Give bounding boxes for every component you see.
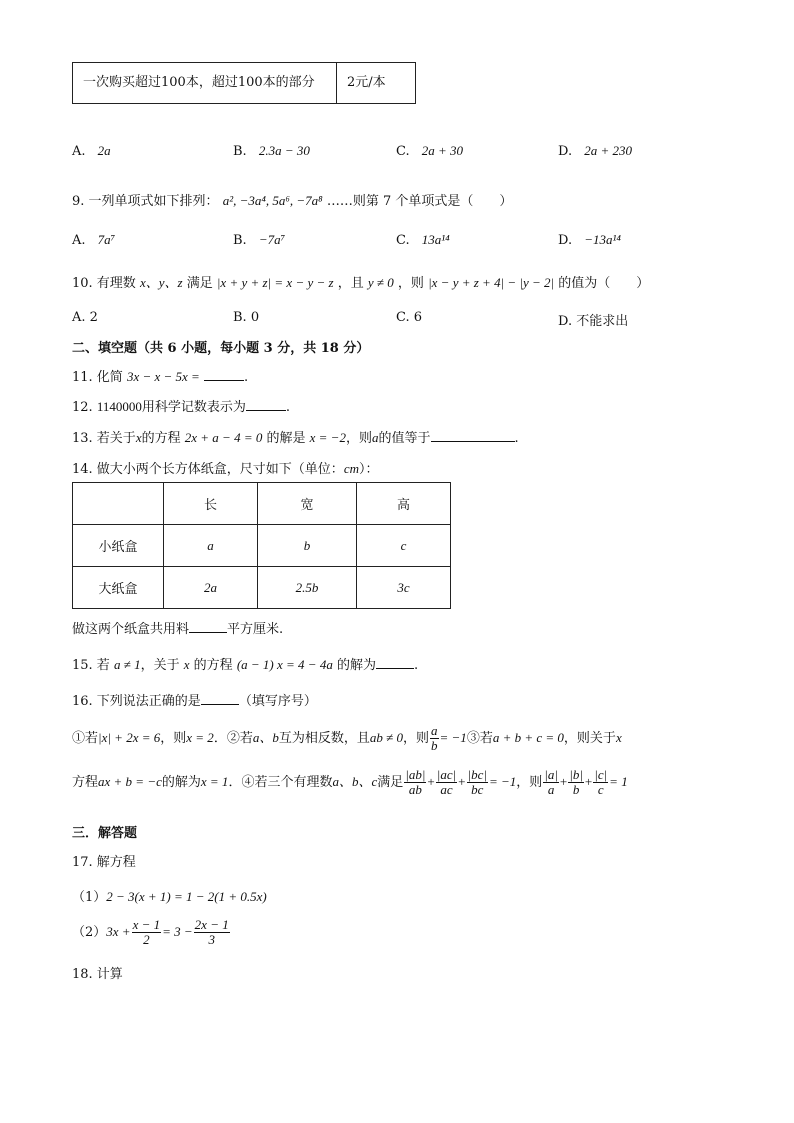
q9-prefix: 9. 一列单项式如下排列：	[72, 194, 219, 209]
q10-vars: x、y、z	[139, 275, 183, 290]
answer-blank[interactable]	[189, 620, 227, 633]
q16-text: 满足	[377, 775, 404, 790]
q16-text: ．④若三个有理数	[228, 775, 333, 790]
q12-number: 1140000	[96, 399, 142, 414]
fraction-denominator: c	[597, 782, 604, 797]
plus-sign: +	[458, 774, 466, 789]
option-label: C.	[396, 144, 410, 159]
q16-text: ③若	[466, 731, 493, 746]
q13-var: a	[371, 430, 379, 445]
q14-unit: cm	[343, 461, 359, 476]
table-header-cell: 长	[164, 483, 258, 525]
q14-after-text: 做这两个纸盒共用料	[72, 622, 190, 637]
q13-text: ，则	[345, 431, 372, 446]
q9-option-a	[72, 232, 115, 248]
table-header-cell: 宽	[258, 483, 357, 525]
q16-text: 互为相反数，且	[278, 731, 370, 746]
q14-intro-text: 14. 做大小两个长方体纸盒，尺寸如下（单位：	[72, 462, 344, 477]
q11-expression: 3x − x − 5x =	[126, 369, 200, 384]
q13-text: 的值等于	[378, 431, 431, 446]
q15-equation: (a − 1) x = 4 − 4a	[236, 657, 333, 672]
q16-var: x	[615, 730, 622, 745]
box-size-table	[72, 482, 451, 609]
q10-prefix: 10. 有理数	[72, 276, 136, 291]
option-value: 2a + 230	[584, 143, 633, 158]
option-label: A.	[72, 144, 86, 159]
q15-condition: a ≠ 1	[113, 657, 141, 672]
fraction-denominator: a	[547, 782, 555, 797]
option-value: −13a¹⁴	[584, 232, 621, 247]
table-cell: 大纸盒	[73, 567, 164, 609]
q15-var: x	[183, 657, 190, 672]
q16-text: ．②若	[213, 731, 253, 746]
q15	[72, 654, 418, 673]
fraction-denominator: b	[431, 738, 438, 753]
plus-sign: +	[559, 774, 568, 789]
q16-expression: a + b + c = 0	[492, 730, 564, 745]
price-table-condition: 一次购买超过100本，超过100本的部分	[73, 63, 337, 103]
fraction-numerator: |bc|	[467, 767, 487, 782]
q12	[72, 396, 290, 415]
q13-prefix: 13. 若关于	[72, 431, 136, 446]
q10-option-c: C. 6	[396, 310, 423, 325]
q14-intro-end: ）：	[358, 462, 379, 477]
table-cell: 3c	[357, 567, 451, 609]
q10-text: 满足	[186, 276, 213, 291]
q12-suffix: .	[285, 400, 291, 415]
q11-prefix: 11. 化简	[72, 370, 123, 385]
part-label: （1）	[72, 890, 107, 905]
q10-stem	[72, 272, 649, 291]
q16-text: ，则	[403, 731, 430, 746]
table-cell: 2a	[164, 567, 258, 609]
q17-equation1: 2 − 3(x + 1) = 1 − 2(1 + 0.5x)	[106, 889, 267, 904]
fraction-numerator: |ac|	[436, 767, 457, 782]
q12-prefix: 12.	[72, 400, 93, 415]
option-value: 2.3a − 30	[258, 143, 310, 158]
q16-expression: x = 1	[200, 774, 229, 789]
fraction-denominator: b	[572, 782, 580, 797]
answer-blank[interactable]	[431, 429, 515, 442]
section-heading-fill-in: 二、填空题（共 6 小题，每小题 3 分，共 18 分）	[72, 341, 370, 356]
q18-title: 18. 计算	[72, 967, 123, 982]
q16-expression: |x| + 2x = 6	[98, 730, 161, 745]
plus-sign: +	[427, 774, 435, 789]
q11	[72, 366, 248, 385]
q14-intro	[72, 458, 379, 477]
q15-prefix: 15. 若	[72, 658, 110, 673]
fraction-denominator: ab	[408, 782, 422, 797]
q10-text: ，则	[397, 276, 424, 291]
q9-option-c	[396, 232, 450, 248]
price-table	[72, 62, 416, 104]
answer-blank[interactable]	[201, 692, 239, 705]
option-label: D.	[558, 233, 573, 248]
option-value: 7a⁷	[97, 232, 116, 247]
fraction-denominator: bc	[471, 782, 484, 797]
q15-text: 的解为	[336, 658, 376, 673]
q16-expression: x = 2	[186, 730, 214, 745]
q16-statements-line1	[72, 724, 622, 753]
table-row	[73, 525, 451, 567]
q16-text: 的解为	[161, 775, 201, 790]
q12-text: 用科学记数表示为	[141, 400, 246, 415]
option-label: B.	[233, 144, 247, 159]
answer-blank[interactable]	[204, 368, 244, 381]
q16-text: 方程	[72, 775, 99, 790]
fraction-x-minus-1-over-2	[132, 918, 162, 947]
fraction-numerator: |a|	[544, 767, 558, 782]
q8-option-b	[233, 143, 310, 159]
answer-blank[interactable]	[246, 398, 286, 411]
q9-suffix: ……则第 7 个单项式是（ ）	[326, 194, 513, 209]
option-value: 2a + 30	[421, 143, 464, 158]
q17-part2	[72, 918, 231, 947]
q10-condition: |x + y + z| = x − y − z	[216, 275, 334, 290]
table-cell: a	[164, 525, 258, 567]
table-row	[73, 567, 451, 609]
table-header-row	[73, 483, 451, 525]
fraction-numerator: |b|	[569, 767, 583, 782]
q16-expression: = −1	[488, 774, 517, 789]
q8-option-c	[396, 143, 463, 159]
q15-text: 的方程	[193, 658, 233, 673]
q9-stem	[72, 190, 512, 209]
table-header-cell	[73, 483, 164, 525]
q10-option-d: D. 不能求出	[558, 314, 629, 329]
q11-suffix: .	[243, 370, 249, 385]
fraction-abs-b-over-b	[568, 768, 584, 797]
q13	[72, 427, 519, 446]
fraction-2x-minus-1-over-3	[194, 918, 230, 947]
q9-option-b	[233, 232, 285, 248]
q16-text: ①若	[72, 731, 99, 746]
q8-option-a	[72, 143, 111, 159]
fraction-abs-c-over-c	[593, 768, 608, 797]
fraction-a-over-b	[430, 724, 439, 753]
q10-option-a: A. 2	[72, 310, 98, 325]
fraction-numerator: |c|	[594, 767, 608, 782]
table-header-cell: 高	[357, 483, 451, 525]
fraction-numerator: 2x − 1	[194, 917, 229, 932]
q16-vars: a、b	[252, 730, 279, 745]
q10-suffix: 的值为（ ）	[558, 276, 650, 291]
q16-text: ，则	[516, 775, 543, 790]
option-label: B.	[233, 233, 247, 248]
q16-stem	[72, 690, 317, 709]
fraction-denominator: 3	[208, 932, 215, 947]
option-value: 2a	[97, 143, 111, 158]
q17-equation2-part: = 3 −	[162, 924, 193, 939]
q10-text: ，且	[337, 276, 364, 291]
q9-option-d	[558, 232, 621, 248]
fraction-abs-a-over-a	[543, 768, 559, 797]
option-label: A.	[72, 233, 86, 248]
section-heading-solve: 三．解答题	[72, 826, 138, 841]
q14-after	[72, 618, 283, 637]
plus-sign: +	[584, 774, 593, 789]
q16-expression: ab ≠ 0	[369, 730, 403, 745]
answer-blank[interactable]	[376, 656, 414, 669]
q17-part1	[72, 886, 267, 905]
fraction-abs-ab-over-ab	[404, 768, 426, 797]
q16-text: ，则关于	[563, 731, 616, 746]
table-cell: c	[357, 525, 451, 567]
q13-suffix: .	[514, 431, 519, 446]
q16-text: （填写序号）	[238, 694, 317, 709]
q9-terms: a², −3a⁴, 5a⁶, −7a⁸	[222, 193, 323, 208]
q16-text: ，则	[160, 731, 187, 746]
part-label: （2）	[72, 925, 107, 940]
q10-condition2: y ≠ 0	[367, 275, 394, 290]
fraction-abs-ac-over-ac	[436, 768, 457, 797]
q16-text: 16. 下列说法正确的是	[72, 694, 201, 709]
option-value: 13a¹⁴	[421, 232, 450, 247]
q15-suffix: .	[413, 658, 419, 673]
price-table-price: 2元/本	[347, 75, 386, 90]
q17-title: 17. 解方程	[72, 855, 136, 870]
q10-option-b: B. 0	[233, 310, 260, 325]
table-cell: 小纸盒	[73, 525, 164, 567]
q16-expression: = 1	[609, 774, 628, 789]
q15-text: ，关于	[140, 658, 180, 673]
fraction-numerator: x − 1	[132, 917, 161, 932]
q10-expression: |x − y + z + 4| − |y − 2|	[428, 275, 555, 290]
q14-after-text: 平方厘米.	[227, 622, 284, 637]
option-label: C.	[396, 233, 410, 248]
q13-var: x	[135, 430, 142, 445]
option-value: −7a⁷	[258, 232, 286, 247]
fraction-denominator: 2	[143, 932, 150, 947]
q13-solution: x = −2	[309, 430, 346, 445]
q13-text: 的方程	[141, 431, 181, 446]
q17-equation2-part: 3x +	[106, 924, 131, 939]
q8-option-d	[558, 143, 632, 159]
fraction-numerator: |ab|	[405, 767, 426, 782]
q16-expression: ax + b = −c	[98, 774, 162, 789]
q16-expression: = −1	[439, 730, 467, 745]
table-cell: 2.5b	[258, 567, 357, 609]
table-cell: b	[258, 525, 357, 567]
q16-statements-line2	[72, 768, 628, 797]
q13-text: 的解是	[266, 431, 306, 446]
fraction-abs-bc-over-bc	[467, 768, 488, 797]
fraction-numerator: a	[431, 723, 438, 738]
option-label: D.	[558, 144, 573, 159]
q16-vars: a、b、c	[332, 774, 378, 789]
q13-equation: 2x + a − 4 = 0	[184, 430, 263, 445]
fraction-denominator: ac	[440, 782, 453, 797]
